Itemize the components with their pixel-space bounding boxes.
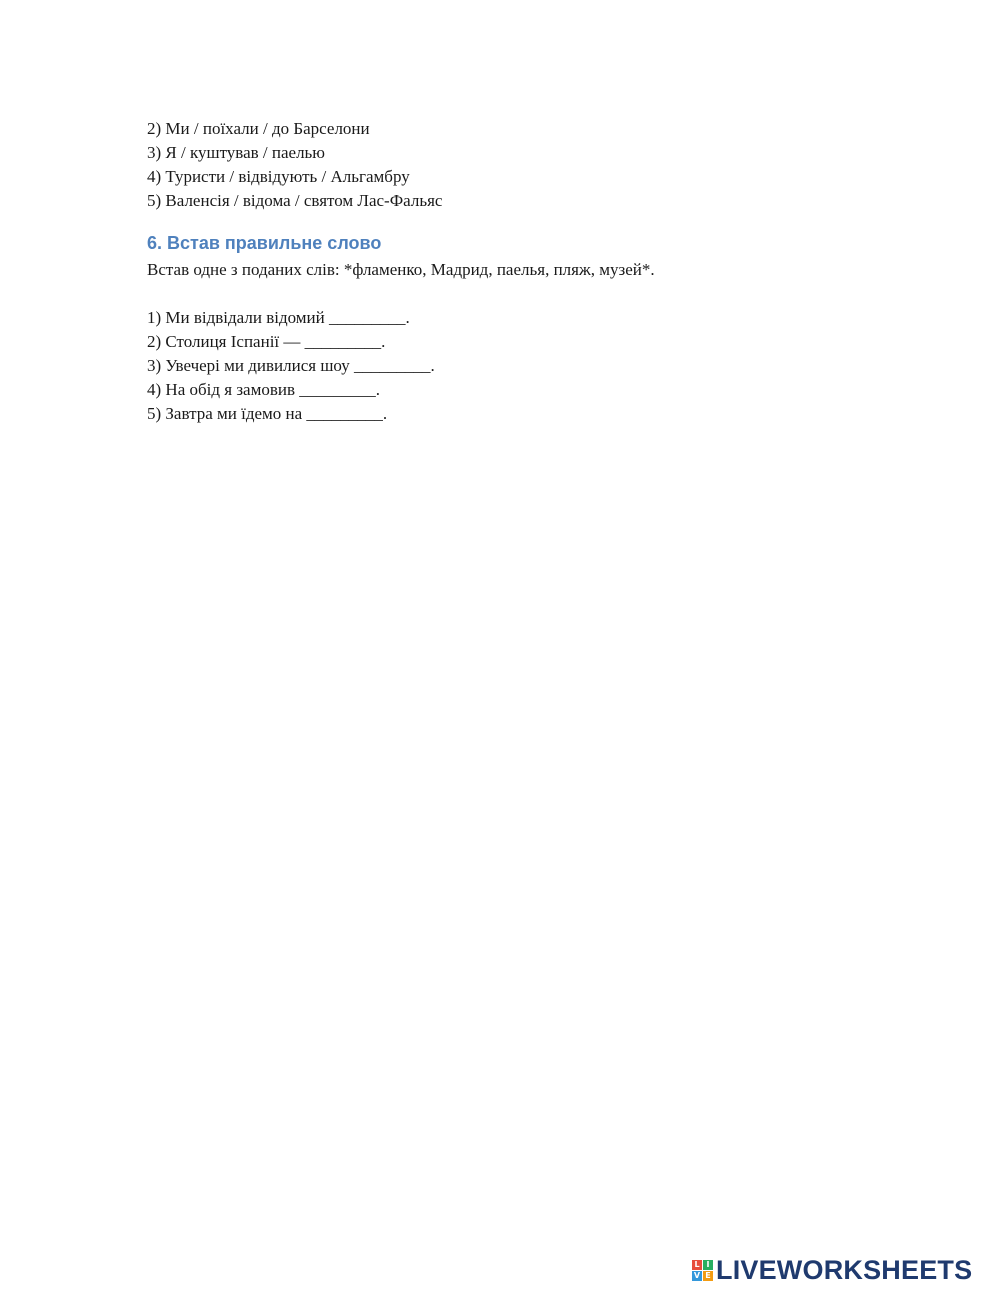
previous-item-5: 5) Валенсія / відома / святом Лас-Фальяс: [147, 191, 443, 210]
logo-wordmark: LIVEWORKSHEETS: [716, 1255, 973, 1285]
fill-in-item-4: 4) На обід я замовив _________.: [147, 380, 380, 399]
previous-item-2: 2) Ми / поїхали / до Барселони: [147, 119, 370, 138]
previous-item-4: 4) Туристи / відвідують / Альгамбру: [147, 167, 410, 186]
worksheet-content: [147, 117, 867, 426]
fill-in-item-2: 2) Столиця Іспанії — _________.: [147, 332, 386, 351]
spacer: [147, 282, 867, 306]
liveworksheets-logo: [692, 1255, 972, 1285]
logo-cell-i: I: [703, 1260, 713, 1270]
previous-item-3: 3) Я / куштував / паелью: [147, 143, 326, 162]
logo-mark-icon: [692, 1260, 713, 1281]
logo-cell-v: V: [693, 1270, 701, 1280]
fill-in-item-5: 5) Завтра ми їдемо на _________.: [147, 404, 388, 423]
section-6-heading: 6. Встав правильне слово: [147, 233, 382, 253]
logo-cell-e: E: [703, 1271, 713, 1281]
fill-in-item-1: 1) Ми відвідали відомий _________.: [147, 308, 410, 327]
logo-cell-l: L: [692, 1260, 702, 1270]
section-6-instruction: Встав одне з поданих слів: *фламенко, Мадрид, паелья, пляж, музей*.: [147, 260, 655, 279]
fill-in-item-3: 3) Увечері ми дивилися шоу _________.: [147, 356, 435, 375]
